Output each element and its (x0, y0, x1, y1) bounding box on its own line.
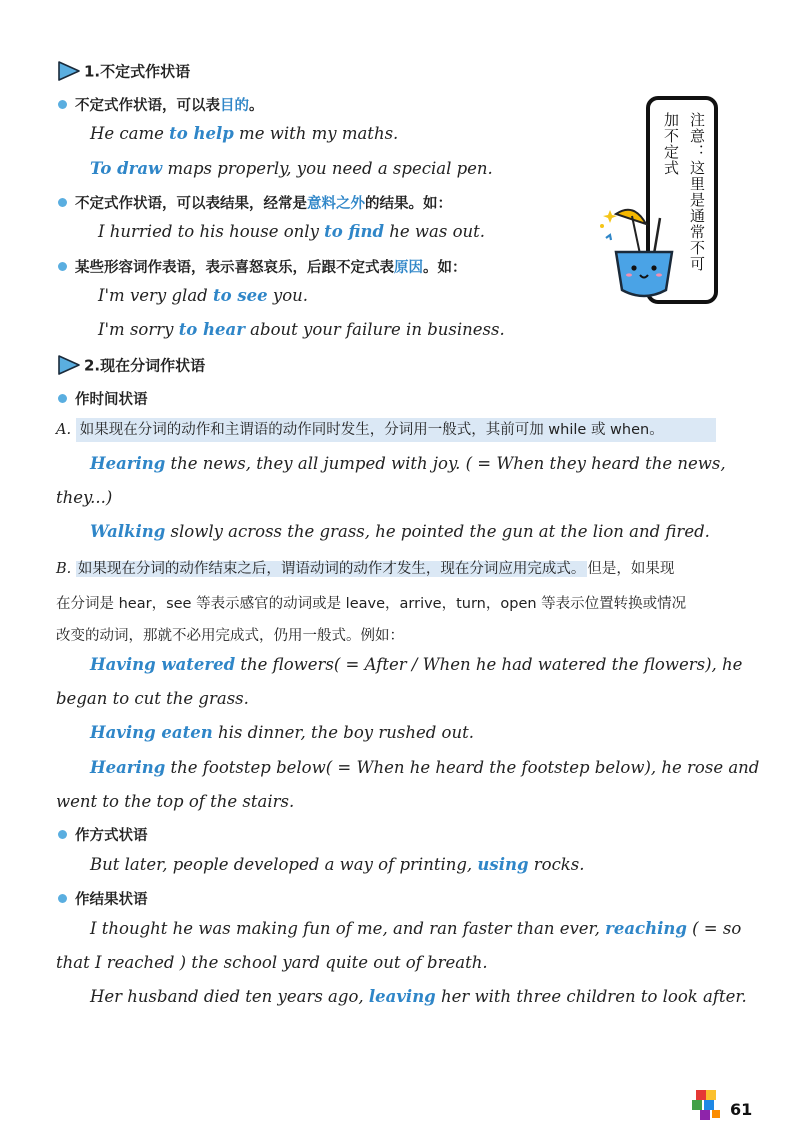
bullet-text: 。 (249, 98, 264, 114)
example-sentence (90, 124, 398, 143)
rule-b-text: 如果现在分词的动作结束之后，谓语动词的动作才发生，现在分词应用完成式。 (77, 561, 586, 577)
example-text: I'm very glad (98, 286, 213, 305)
rule-marker: B. (56, 561, 72, 577)
example-sentence (90, 758, 759, 777)
bullet-text: 不定式作状语，可以表 (75, 98, 220, 114)
bullet-dot-icon (58, 100, 67, 109)
bullet-text: 。如： (423, 260, 467, 276)
example-text: ( = so (686, 919, 742, 938)
page-number: 61 (730, 1100, 753, 1119)
bullet-label: 作方式状语 (75, 828, 148, 844)
bullet-dot-icon (58, 894, 67, 903)
bullet-purpose (58, 94, 264, 115)
keyword: to hear (178, 320, 245, 339)
example-text: I thought he was making fun of me, and ran faster than ever, (90, 919, 606, 938)
bullet-text: 的结果。如： (365, 196, 452, 212)
example-text: maps properly, you need a special pen. (162, 159, 493, 178)
example-text: slowly across the grass, he pointed the gun at the lion and fired. (165, 522, 710, 541)
example-sentence (90, 522, 710, 541)
highlight-text: 意料之外 (307, 196, 365, 212)
example-text: me with my maths. (233, 124, 399, 143)
rule-marker: A. (56, 422, 72, 438)
highlight-text: 目的 (220, 98, 249, 114)
example-text: he was out. (384, 222, 486, 241)
section-2-title: 2.现在分词作状语 (84, 356, 206, 375)
rule-a-text: 如果现在分词的动作和主谓语的动作同时发生，分词用一般式，其前可加 while 或 when。 (76, 418, 716, 442)
rule-a (56, 418, 716, 442)
rule-b-text-cont: 但是，如果现 (587, 561, 675, 577)
example-sentence (98, 320, 505, 339)
example-text: the footstep below( = When he heard the footstep below), he rose and (165, 758, 760, 777)
keyword: To draw (90, 159, 163, 178)
example-text: about your failure in business. (244, 320, 505, 339)
note-column-1: 注意：这里是通常不可 (688, 112, 706, 272)
bullet-text: 不定式作状语，可以表结果，经常是 (75, 196, 307, 212)
publisher-logo-icon (690, 1088, 722, 1126)
bullet-label: 作结果状语 (75, 892, 148, 908)
bullet-cause (58, 256, 467, 277)
example-text: rocks. (528, 855, 585, 874)
section-1-title: 1.不定式作状语 (84, 62, 191, 81)
keyword: reaching (605, 919, 687, 938)
example-continuation: that I reached ) the school yard quite out of breath. (56, 953, 488, 972)
section-2-heading (56, 354, 205, 376)
keyword: to see (212, 286, 268, 305)
example-sentence (90, 855, 585, 874)
keyword: using (477, 855, 529, 874)
keyword: Having watered (90, 655, 236, 674)
example-continuation: they...) (56, 488, 113, 507)
example-sentence (98, 222, 485, 241)
bullet-result-adverbial (58, 888, 148, 909)
section-1-heading (56, 60, 190, 82)
example-text: her with three children to look after. (435, 987, 747, 1006)
bullet-dot-icon (58, 198, 67, 207)
keyword: Hearing (90, 454, 166, 473)
example-sentence (90, 723, 474, 742)
example-sentence (90, 159, 493, 178)
keyword: Walking (90, 522, 166, 541)
rule-b-line-3: 改变的动词，那就不必用完成式，仍用一般式。例如： (56, 628, 404, 644)
example-sentence (98, 286, 308, 305)
example-sentence (90, 655, 742, 674)
example-text: I'm sorry (98, 320, 179, 339)
highlight-text: 原因 (394, 260, 423, 276)
example-sentence (90, 454, 726, 473)
example-text: his dinner, the boy rushed out. (212, 723, 474, 742)
keyword: leaving (368, 987, 436, 1006)
rule-b (56, 557, 674, 581)
example-text: He came (90, 124, 170, 143)
example-text: I hurried to his house only (98, 222, 325, 241)
keyword: to find (324, 222, 385, 241)
keyword: Having eaten (90, 723, 213, 742)
bullet-text: 某些形容词作表语，表示喜怒哀乐，后跟不定式表 (75, 260, 394, 276)
example-sentence (90, 987, 747, 1006)
example-text: the news, they all jumped with joy. ( = When they heard the news, (165, 454, 726, 473)
bullet-dot-icon (58, 394, 67, 403)
note-column-2: 加不定式 (662, 112, 680, 176)
bullet-label: 作时间状语 (75, 392, 148, 408)
example-continuation: went to the top of the stairs. (56, 792, 295, 811)
example-text: But later, people developed a way of printing, (90, 855, 478, 874)
play-triangle-icon (56, 354, 82, 376)
mascot-cup-icon (588, 196, 688, 304)
bullet-result (58, 192, 452, 213)
example-sentence (90, 919, 741, 938)
bullet-dot-icon (58, 262, 67, 271)
bullet-dot-icon (58, 830, 67, 839)
example-text: the flowers( = After / When he had watered the flowers), he (235, 655, 743, 674)
keyword: to help (169, 124, 234, 143)
example-continuation: began to cut the grass. (56, 689, 249, 708)
example-text: you. (267, 286, 308, 305)
bullet-time (58, 388, 148, 409)
keyword: Hearing (90, 758, 166, 777)
play-triangle-icon (56, 60, 82, 82)
bullet-manner (58, 824, 148, 845)
rule-b-line-2: 在分词是 hear，see 等表示感官的动词或是 leave，arrive，turn，open 等表示位置转换或情况 (56, 596, 687, 612)
example-text: Her husband died ten years ago, (90, 987, 369, 1006)
